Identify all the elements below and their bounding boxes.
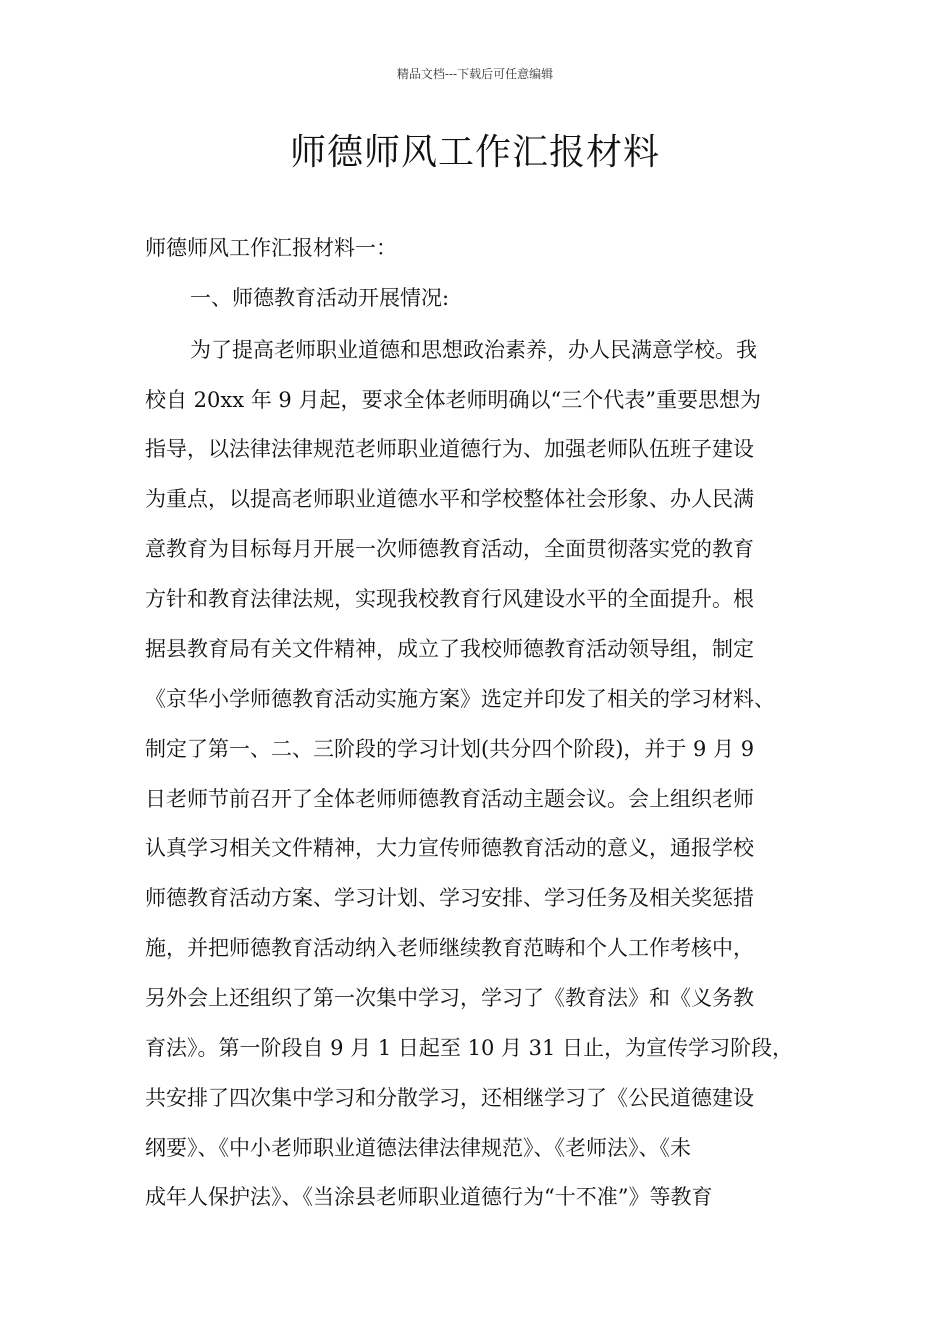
paragraph-line: 据县教育局有关文件精神，成立了我校师德教育活动领导组，制定: [145, 637, 754, 661]
paragraph-line: 为重点，以提高老师职业道德水平和学校整体社会形象、办人民满: [145, 487, 754, 511]
paragraph-line: 日老师节前召开了全体老师师德教育活动主题会议。会上组织老师: [145, 787, 754, 811]
paragraph-line: 认真学习相关文件精神，大力宣传师德教育活动的意义，通报学校: [145, 836, 754, 860]
paragraph-line: 育法》。第一阶段自 9 月 1 日起至 10 月 31 日止，为宣传学习阶段，: [145, 1036, 794, 1060]
paragraph-line: 制定了第一、二、三阶段的学习计划(共分四个阶段)，并于 9 月 9: [145, 737, 755, 761]
paragraph-line: 师德教育活动方案、学习计划、学习安排、学习任务及相关奖惩措: [145, 886, 754, 910]
paragraph-line: 施，并把师德教育活动纳入老师继续教育范畴和个人工作考核中，: [145, 936, 754, 960]
paragraph-line: 纲要》、《中小老师职业道德法律法律规范》、《老师法》、《未: [145, 1136, 691, 1160]
paragraph-line: 共安排了四次集中学习和分散学习，还相继学习了《公民道德建设: [145, 1086, 754, 1110]
document-title: 师德师风工作汇报材料: [289, 132, 660, 173]
paragraph-line: 成年人保护法》、《当涂县老师职业道德行为“十不准”》等教育: [145, 1185, 713, 1209]
subsection-heading: 一、师德教育活动开展情况:: [190, 286, 450, 310]
paragraph-line: 校自 20xx 年 9 月起，要求全体老师明确以“三个代表”重要思想为: [145, 388, 761, 412]
paragraph-line: 《京华小学师德教育活动实施方案》选定并印发了相关的学习材料、: [145, 687, 775, 711]
paragraph-line: 意教育为目标每月开展一次师德教育活动，全面贯彻落实党的教育: [145, 537, 754, 561]
paragraph-line: 另外会上还组织了第一次集中学习，学习了《教育法》和《义务教: [145, 986, 754, 1010]
section-heading: 师德师风工作汇报材料一：: [145, 236, 397, 260]
paragraph-line: 指导，以法律法律规范老师职业道德行为、加强老师队伍班子建设: [145, 437, 754, 461]
page-header: 精品文档---下载后可任意编辑: [396, 67, 554, 81]
paragraph-line: 为了提高老师职业道德和思想政治素养，办人民满意学校。我: [190, 338, 757, 362]
paragraph-line: 方针和教育法律法规，实现我校教育行风建设水平的全面提升。根: [145, 587, 754, 611]
